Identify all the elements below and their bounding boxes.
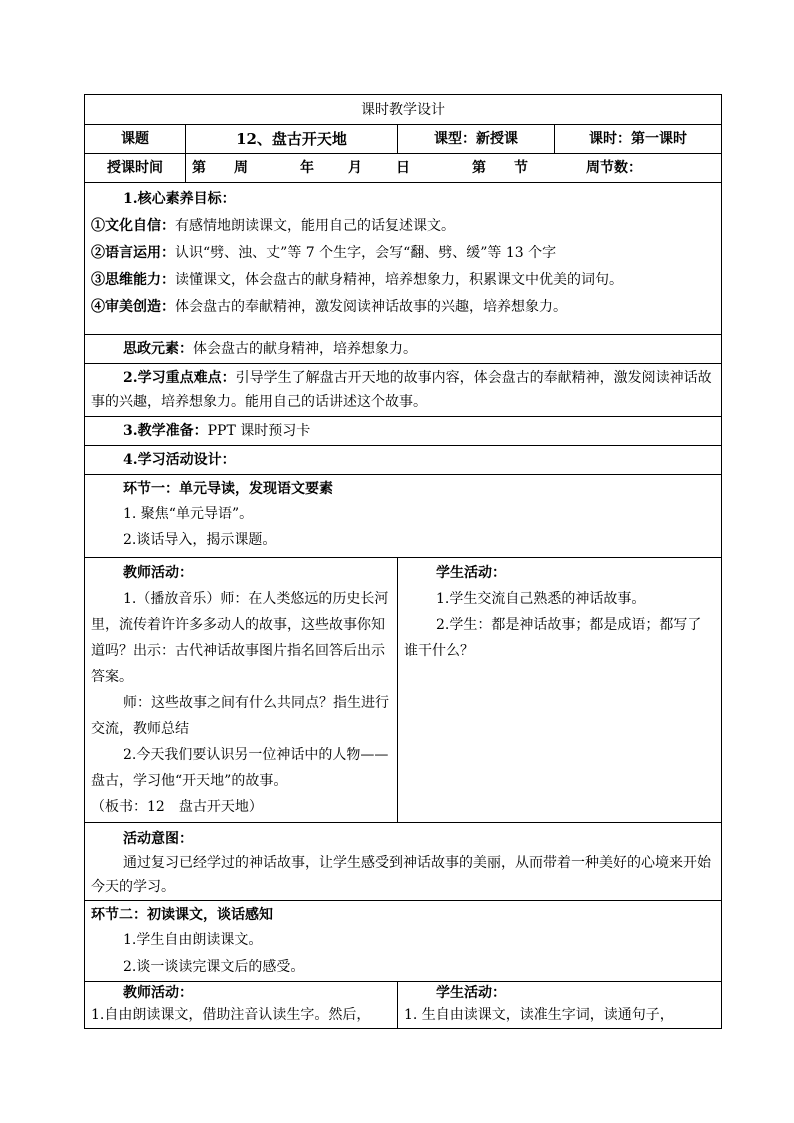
teacher-paragraph: 1.（播放音乐）师：在人类悠远的历史长河里，流传着许许多多动人的故事，这些故事你知道吗？出示：古代神话故事图片指名回答后出示答案。 (91, 591, 389, 685)
weekly-field: 周节数： (586, 160, 642, 176)
day-field: 日 (396, 160, 410, 176)
teacher-paragraph: （板书：12 盘古开天地） (91, 799, 263, 815)
activity-design-cell: 4.学习活动设计： (85, 446, 722, 475)
preparation-row (85, 417, 722, 446)
preparation-cell: 3.教学准备：PPT 课时预习卡 (85, 417, 722, 446)
student-activity-cell (398, 558, 722, 823)
intent-text: 通过复习已经学过的神话故事，让学生感受到神话故事的美丽，从而带着一种美好的心境来开始今天的学习。 (91, 855, 711, 895)
stage1-row (85, 475, 722, 558)
week-field: 第 周 (192, 160, 248, 176)
teacher-text-2: 1.自由朗读课文，借助注音认读生字。然后， (91, 1007, 371, 1023)
goal-item: ④审美创造：体会盘古的奉献精神，激发阅读神话故事的兴趣，培养想象力。 (91, 299, 567, 315)
goals-row (85, 183, 722, 335)
topic-row (85, 125, 722, 154)
student-paragraph: 1.学生交流自己熟悉的神话故事。 (436, 591, 646, 607)
teacher-paragraph: 2.今天我们要认识另一位神话中的人物——盘古，学习他“开天地”的故事。 (91, 747, 389, 789)
stage1-activities-row (85, 558, 722, 823)
stage2-heading: 环节二：初读课文，谈话感知 (91, 907, 273, 923)
stage2-cell (85, 901, 722, 982)
student-paragraph: 2.学生：都是神话故事；都是成语；都写了谁干什么？ (404, 617, 702, 659)
intent-row (85, 823, 722, 901)
activity-design-row (85, 446, 722, 475)
stage2-line: 2.谈一谈读完课文后的感受。 (123, 959, 305, 975)
teacher-paragraph: 师：这些故事之间有什么共同点？指生进行交流，教师总结 (91, 695, 389, 737)
stage2-activities-row (85, 982, 722, 1029)
time-fields (186, 154, 722, 183)
section-field: 第 节 (472, 160, 528, 176)
month-field: 月 (348, 160, 362, 176)
goal-item: ②语言运用：认识“劈、浊、丈”等 7 个生字，会写“翻、劈、缓”等 13 个字 (91, 245, 557, 261)
title-row (85, 95, 722, 125)
year-field: 年 (300, 160, 314, 176)
student-text-2: 1. 生自由读课文，读准生字词，读通句子， (404, 1007, 674, 1023)
teacher-activity-cell-2 (85, 982, 398, 1029)
time-label: 授课时间 (85, 154, 186, 183)
stage2-row (85, 901, 722, 982)
intent-cell (85, 823, 722, 901)
stage1-cell (85, 475, 722, 558)
key-points-row (85, 364, 722, 417)
teacher-label: 教师活动： (123, 565, 193, 581)
stage1-heading: 环节一：单元导读，发现语文要素 (123, 481, 333, 497)
key-points-cell: 2.学习重点难点：引导学生了解盘古开天地的故事内容，体会盘古的奉献精神，激发阅读神话故事的兴趣，培养想象力。能用自己的话讲述这个故事。 (85, 364, 722, 417)
student-activity-cell-2 (398, 982, 722, 1029)
page-title: 课时教学设计 (85, 95, 722, 125)
lesson-type: 课型：新授课 (398, 125, 555, 154)
goals-heading: 1.核心素养目标： (123, 191, 236, 207)
intent-label: 活动意图： (123, 831, 193, 847)
student-label-2: 学生活动： (436, 985, 506, 1001)
time-row (85, 154, 722, 183)
ideology-cell: 思政元素：体会盘古的献身精神，培养想象力。 (85, 335, 722, 364)
goal-item: ③思维能力：读懂课文，体会盘古的献身精神，培养想象力，积累课文中优美的词句。 (91, 272, 623, 288)
topic-value: 12、盘古开天地 (186, 125, 398, 154)
teacher-activity-cell (85, 558, 398, 823)
lesson-plan-table (84, 94, 722, 1029)
stage2-line: 1.学生自由朗读课文。 (123, 932, 263, 948)
teacher-label-2: 教师活动： (123, 985, 193, 1001)
topic-label: 课题 (85, 125, 186, 154)
student-label: 学生活动： (436, 565, 506, 581)
stage1-line: 1. 聚焦“单元导语”。 (123, 506, 254, 522)
goal-item: ①文化自信：有感情地朗读课文，能用自己的话复述课文。 (91, 218, 455, 234)
goals-cell (85, 183, 722, 335)
stage1-line: 2.谈话导入，揭示课题。 (123, 532, 277, 548)
ideology-row (85, 335, 722, 364)
lesson-plan-page (84, 94, 720, 1029)
lesson-hours: 课时：第一课时 (555, 125, 722, 154)
